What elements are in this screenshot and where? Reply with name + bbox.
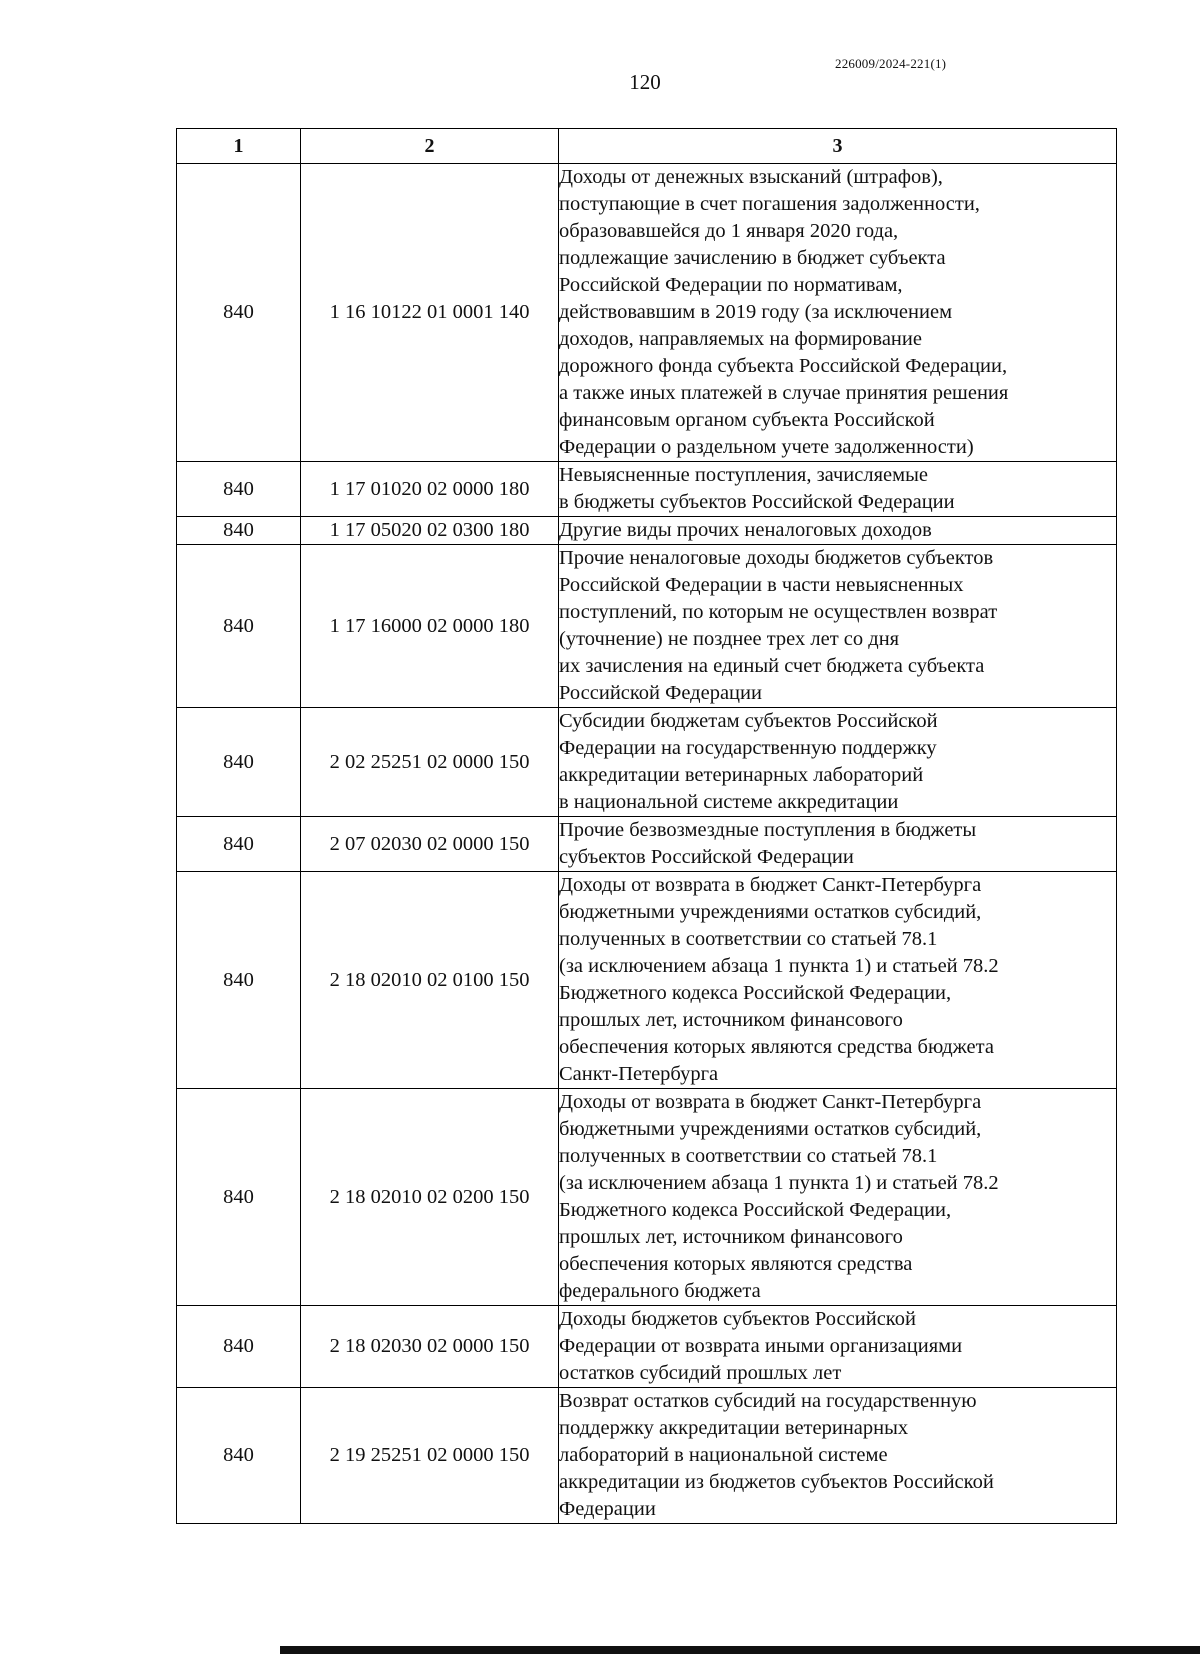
column-header-2: 2 [301,129,559,164]
description-line: доходов, направляемых на формирование [559,328,922,350]
description-line: Российской Федерации по нормативам, [559,274,903,296]
description-line: подлежащие зачислению в бюджет субъекта [559,247,946,269]
description-line: их зачисления на единый счет бюджета субъекта [559,655,985,677]
admin-code-cell: 840 [177,708,301,817]
table-row [177,708,1117,817]
description-line: (уточнение) не позднее трех лет со дня [559,628,900,650]
budget-classification-code-cell: 1 17 16000 02 0000 180 [301,545,559,708]
description-line: Прочие неналоговые доходы бюджетов субъектов [559,547,994,569]
description-line: Доходы бюджетов субъектов Российской [559,1308,916,1330]
description-line: поступлений, по которым не осуществлен возврат [559,601,998,623]
description-line: поступающие в счет погашения задолженности, [559,193,980,215]
description-line: аккредитации ветеринарных лабораторий [559,764,924,786]
description-line: федерального бюджета [559,1280,761,1302]
description-line: дорожного фонда субъекта Российской Федерации, [559,355,1008,377]
table-row [177,872,1117,1089]
budget-classification-code-cell: 2 02 25251 02 0000 150 [301,708,559,817]
budget-classification-code-cell: 1 16 10122 01 0001 140 [301,164,559,462]
admin-code-cell: 840 [177,517,301,545]
admin-code-cell: 840 [177,462,301,517]
description-line: Невыясненные поступления, зачисляемые [559,464,928,486]
description-line: обеспечения которых являются средства бюджета [559,1036,994,1058]
revenue-description-cell [559,1388,1117,1524]
revenue-description-cell [559,164,1117,462]
revenue-description-cell [559,462,1117,517]
revenue-description-cell [559,708,1117,817]
scan-edge-line [280,1646,1200,1654]
description-line: Доходы от возврата в бюджет Санкт-Петербурга [559,874,982,896]
budget-classification-code-cell: 1 17 01020 02 0000 180 [301,462,559,517]
table-header-row [177,129,1117,164]
table-row [177,817,1117,872]
description-line: полученных в соответствии со статьей 78.1 [559,928,938,950]
description-line: прошлых лет, источником финансового [559,1009,903,1031]
admin-code-cell: 840 [177,164,301,462]
description-line: Бюджетного кодекса Российской Федерации, [559,1199,952,1221]
description-line: а также иных платежей в случае принятия решения [559,382,1009,404]
description-line: Прочие безвозмездные поступления в бюджеты [559,819,977,841]
revenue-description-cell [559,817,1117,872]
description-line: Российской Федерации [559,682,762,704]
description-line: Доходы от возврата в бюджет Санкт-Петербурга [559,1091,982,1113]
description-line: (за исключением абзаца 1 пункта 1) и статьей 78.2 [559,1172,999,1194]
admin-code-cell: 840 [177,1388,301,1524]
description-line: бюджетными учреждениями остатков субсидий, [559,1118,982,1140]
table-row [177,462,1117,517]
document-registration-number: 226009/2024-221(1) [835,56,947,71]
description-line: Федерации на государственную поддержку [559,737,937,759]
description-line: поддержку аккредитации ветеринарных [559,1417,909,1439]
budget-classification-code-cell: 2 18 02010 02 0200 150 [301,1089,559,1306]
description-line: (за исключением абзаца 1 пункта 1) и статьей 78.2 [559,955,999,977]
description-line: лабораторий в национальной системе [559,1444,888,1466]
admin-code-cell: 840 [177,1306,301,1388]
description-line: Федерации о раздельном учете задолженности) [559,436,974,458]
description-line: Российской Федерации в части невыясненных [559,574,964,596]
description-line: Возврат остатков субсидий на государственную [559,1390,977,1412]
revenue-description-cell [559,1306,1117,1388]
column-header-1: 1 [177,129,301,164]
description-line: Доходы от денежных взысканий (штрафов), [559,166,943,188]
table-row [177,1388,1117,1524]
table-row [177,517,1117,545]
budget-classification-code-cell: 2 18 02010 02 0100 150 [301,872,559,1089]
admin-code-cell: 840 [177,817,301,872]
description-line: обеспечения которых являются средства [559,1253,913,1275]
description-line: прошлых лет, источником финансового [559,1226,903,1248]
table-body [177,164,1117,1524]
table-row [177,1306,1117,1388]
description-line: Другие виды прочих неналоговых доходов [559,519,932,541]
description-line: остатков субсидий прошлых лет [559,1362,842,1384]
description-line: в бюджеты субъектов Российской Федерации [559,491,955,513]
description-line: Федерации [559,1498,656,1520]
description-line: действовавшим в 2019 году (за исключением [559,301,953,323]
description-line: финансовым органом субъекта Российской [559,409,935,431]
table-row [177,1089,1117,1306]
revenue-codes-table [176,128,1117,1524]
revenue-description-cell [559,1089,1117,1306]
revenue-description-cell [559,545,1117,708]
description-line: полученных в соответствии со статьей 78.1 [559,1145,938,1167]
budget-classification-code-cell: 2 19 25251 02 0000 150 [301,1388,559,1524]
description-line: образовавшейся до 1 января 2020 года, [559,220,899,242]
column-header-3: 3 [559,129,1117,164]
budget-classification-code-cell: 2 07 02030 02 0000 150 [301,817,559,872]
description-line: Санкт-Петербурга [559,1063,719,1085]
admin-code-cell: 840 [177,872,301,1089]
table-row [177,545,1117,708]
description-line: субъектов Российской Федерации [559,846,854,868]
description-line: Бюджетного кодекса Российской Федерации, [559,982,952,1004]
description-line: бюджетными учреждениями остатков субсидий, [559,901,982,923]
admin-code-cell: 840 [177,1089,301,1306]
page-number: 120 [629,70,661,94]
budget-classification-code-cell: 1 17 05020 02 0300 180 [301,517,559,545]
description-line: в национальной системе аккредитации [559,791,899,813]
revenue-description-cell [559,872,1117,1089]
budget-classification-code-cell: 2 18 02030 02 0000 150 [301,1306,559,1388]
description-line: аккредитации из бюджетов субъектов Российской [559,1471,994,1493]
admin-code-cell: 840 [177,545,301,708]
revenue-description-cell [559,517,1117,545]
description-line: Субсидии бюджетам субъектов Российской [559,710,938,732]
description-line: Федерации от возврата иными организациями [559,1335,963,1357]
table-row [177,164,1117,462]
